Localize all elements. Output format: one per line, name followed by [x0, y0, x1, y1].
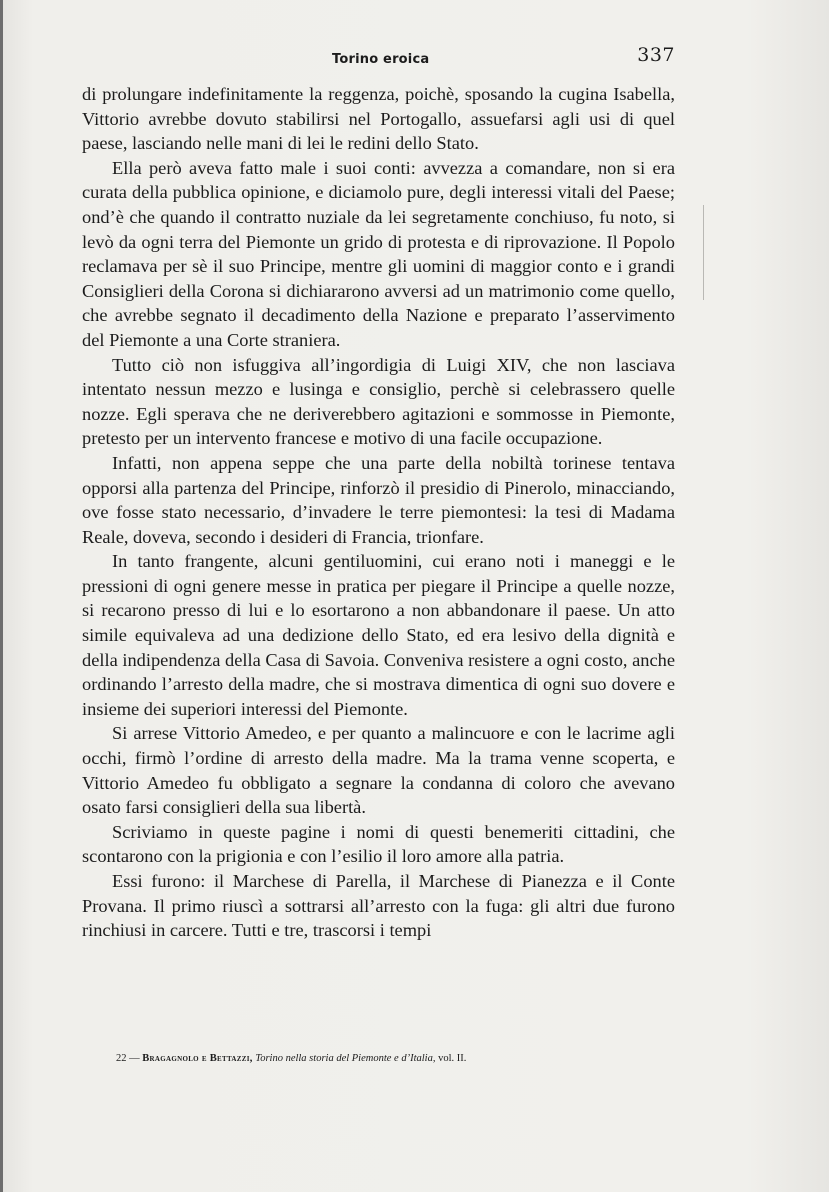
footnote-title: Torino nella storia del Piemonte e d’Italia, [255, 1053, 436, 1064]
body-text [82, 82, 675, 943]
paragraph: di prolungare indefinitamente la reggenza, poichè, sposando la cugina Isabella, Vittorio avrebbe dovuto stabilirsi nel Portogallo, assuefarsi agli usi di quel paese, lasciando nelle mani di lei le redini dello Stato. [82, 84, 675, 154]
page-number: 337 [637, 44, 675, 66]
signature-number: 22 — [116, 1053, 140, 1064]
footnote-authors: Bragagnolo e Bettazzi, [142, 1053, 253, 1064]
footnote-volume: vol. II. [438, 1053, 467, 1064]
page-spine-edge [0, 0, 3, 1192]
margin-mark [703, 205, 704, 300]
paragraph: Essi furono: il Marchese di Parella, il Marchese di Pianezza e il Conte Provana. Il primo riuscì a sottrarsi all’arresto con la fuga: gli altri due furono rinchiusi in carcere. Tutti e tre, trascorsi i tempi [82, 871, 675, 941]
paragraph: Si arrese Vittorio Amedeo, e per quanto a malincuore e con le lacrime agli occhi, firmò l’ordine di arresto della madre. Ma la trama venne scoperta, e Vittorio Amedeo fu obbligato a segnare la condanna di coloro che avevano osato farsi consiglieri della sua libertà. [82, 723, 675, 818]
page-header [82, 44, 675, 74]
paragraph: Infatti, non appena seppe che una parte della nobiltà torinese tentava opporsi alla partenza del Principe, rinforzò il presidio di Pinerolo, minacciando, ove fosse stato necessario, d’invadere le terre piemontesi: la tesi di Madama Reale, doveva, secondo i desideri di Francia, trionfare. [82, 452, 675, 547]
signature-footnote [116, 1053, 676, 1064]
paragraph: Tutto ciò non isfuggiva all’ingordigia di Luigi XIV, che non lasciava intentato nessun mezzo e lusinga e consiglio, perchè si celebrassero quelle nozze. Egli sperava che ne deriverebbero agitazioni e sommosse in Piemonte, pretesto per un intervento francese e motivo di una facile occupazione. [82, 354, 675, 449]
paragraph: Ella però aveva fatto male i suoi conti: avvezza a comandare, non si era curata della pubblica opinione, e diciamolo pure, degli interessi vitali del Paese; ond’è che quando il contratto nuziale da lei segretamente conchiuso, fu noto, si levò da ogni terra del Piemonte un grido di protesta e di riprovazione. Il Popolo reclamava per sè il suo Principe, mentre gli uomini di maggior conto e i grandi Consiglieri della Corona si dichiararono avversi ad un matrimonio come quello, che avrebbe segnato il decadimento della Nazione e preparato l’asservimento del Piemonte a una Corte straniera. [82, 157, 675, 350]
running-title: Torino eroica [332, 52, 430, 67]
paragraph: Scriviamo in queste pagine i nomi di questi benemeriti cittadini, che scontarono con la prigionia e con l’esilio il loro amore alla patria. [82, 821, 675, 867]
paragraph: In tanto frangente, alcuni gentiluomini, cui erano noti i maneggi e le pressioni di ogni genere messe in pratica per piegare il Principe a quelle nozze, si recarono presso di lui e lo esortarono a non abbandonare il paese. Un atto simile equivaleva ad una dedizione dello Stato, ed era lesivo della dignità e della indipendenza della Casa di Savoia. Conveniva resistere a ogni costo, anche ordinando l’arresto della madre, che si mostrava dimentica di ogni suo dovere e insieme dei superiori interessi del Piemonte. [82, 551, 675, 719]
